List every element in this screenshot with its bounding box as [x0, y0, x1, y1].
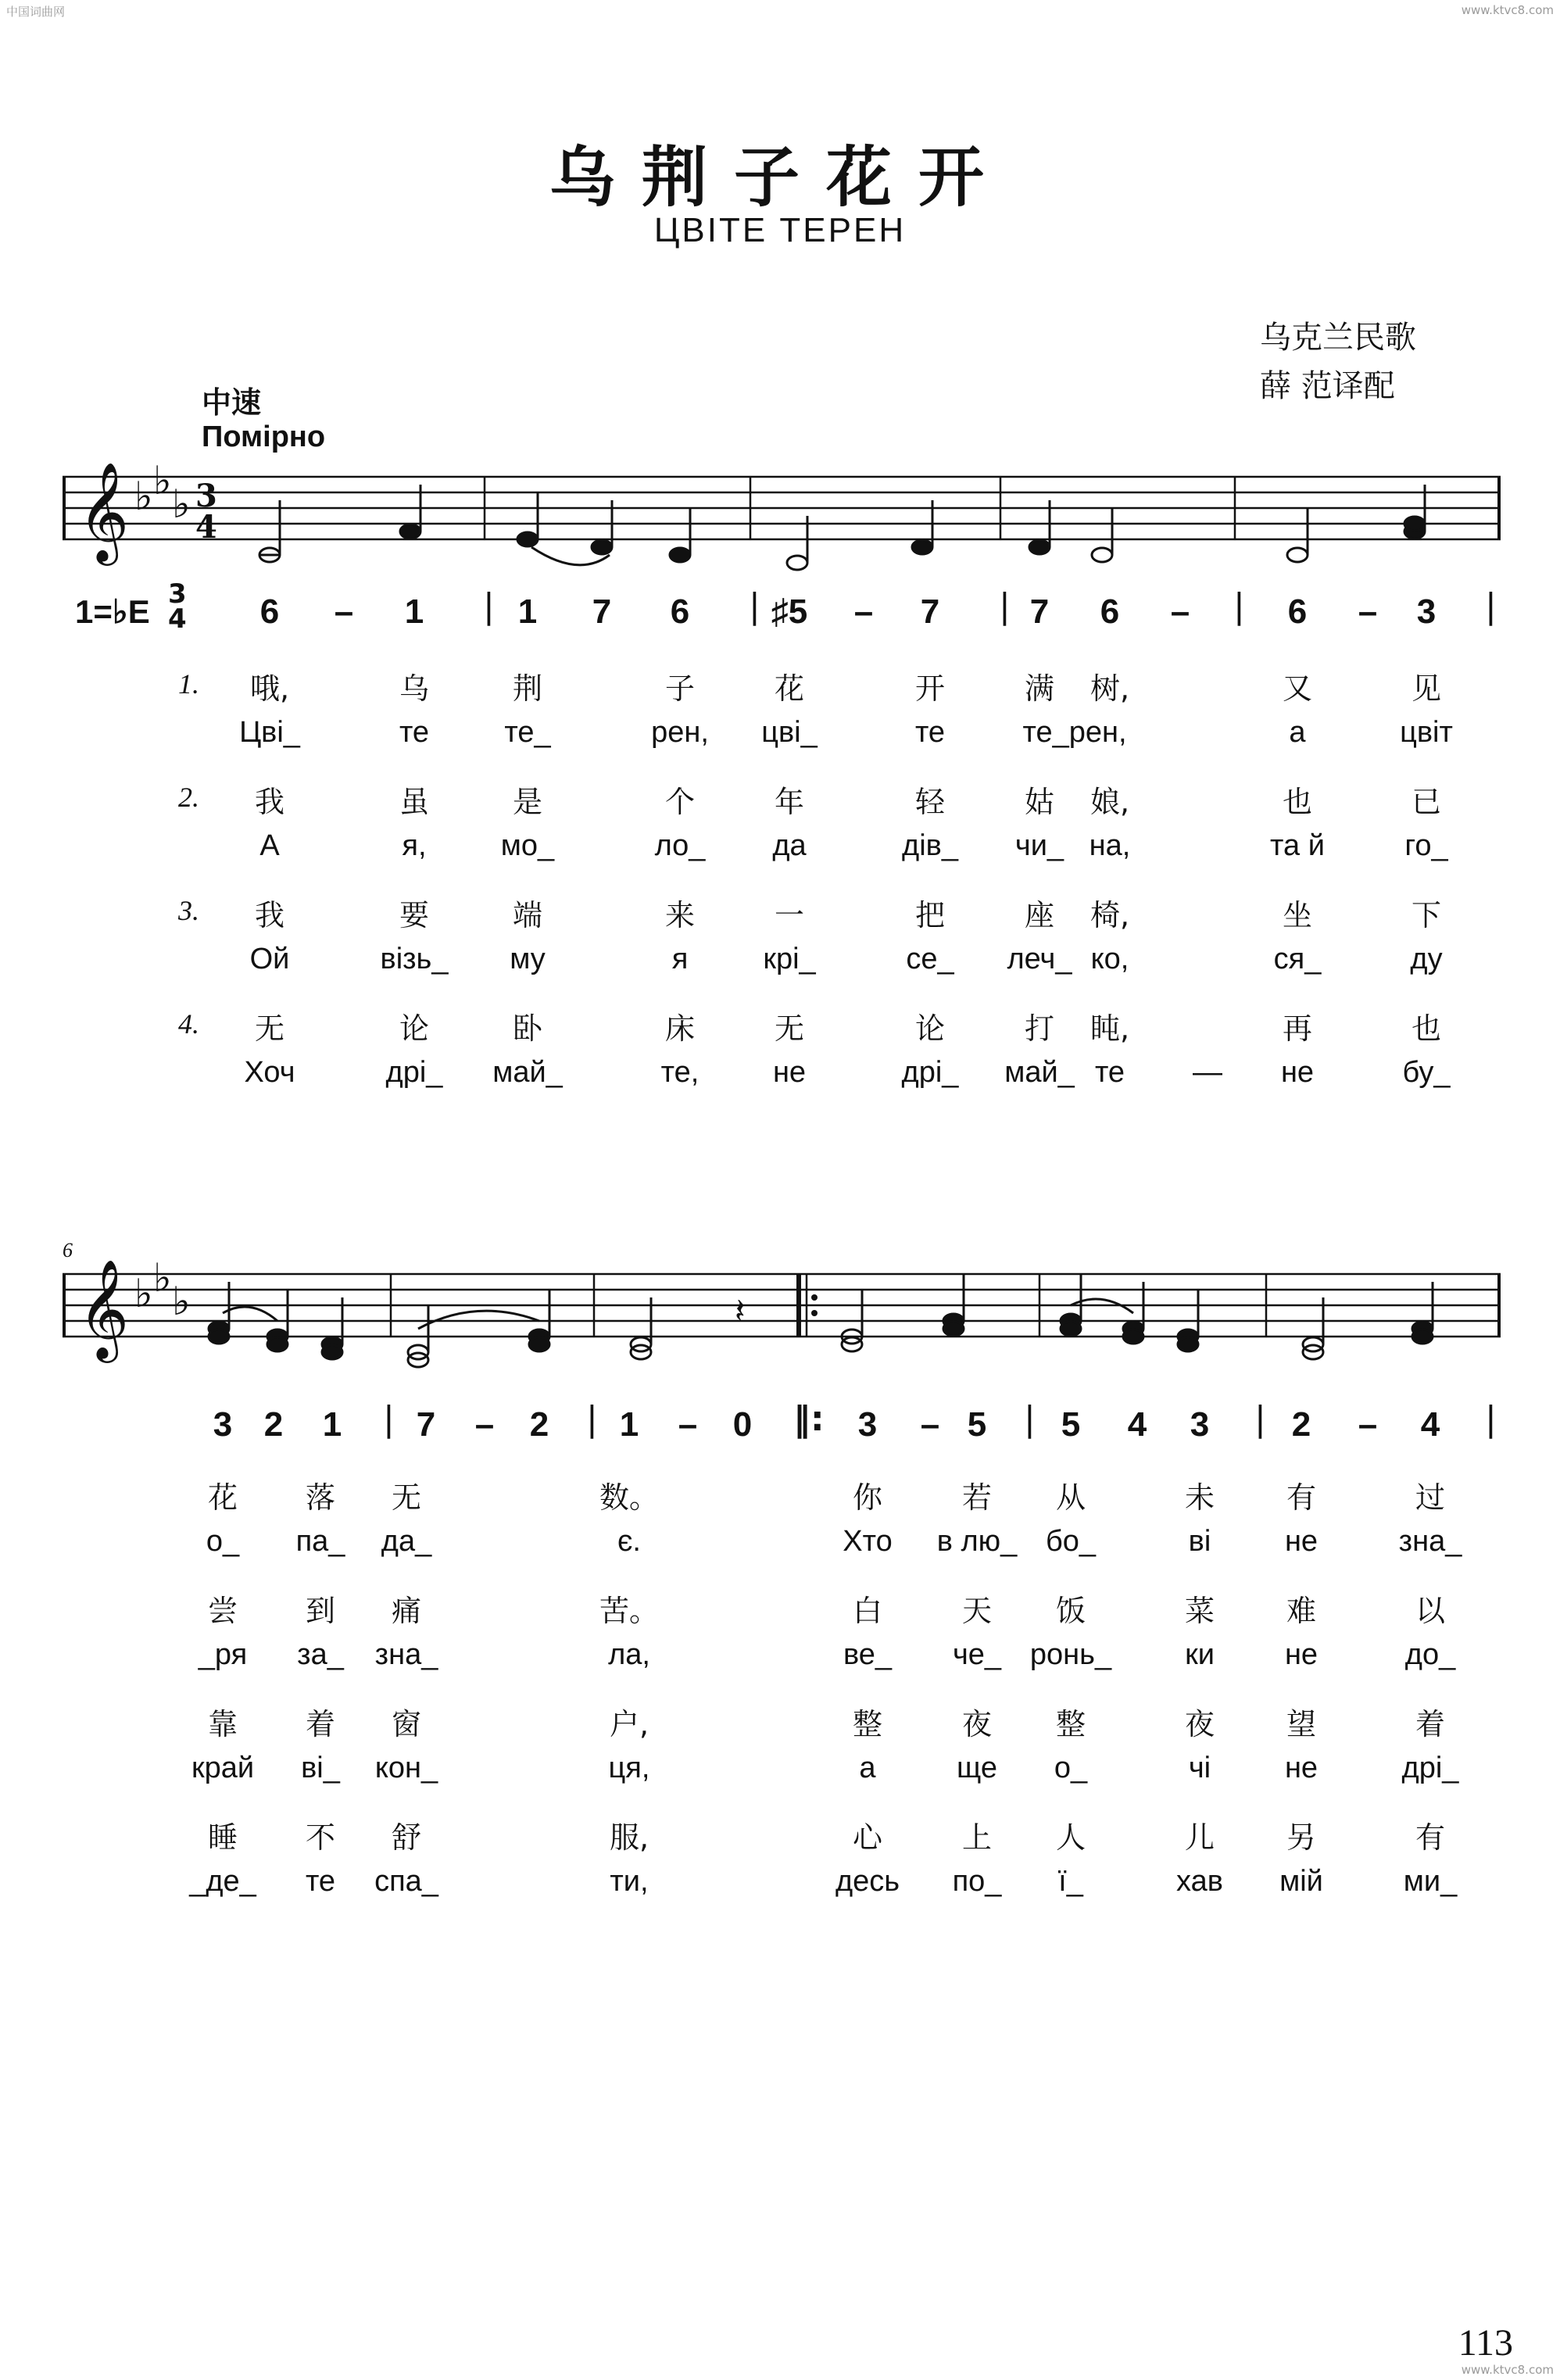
lyric-cn: 你 — [852, 1480, 882, 1515]
num: 4 — [1420, 1405, 1440, 1444]
lyric-ua: леч_ — [1007, 943, 1072, 975]
tempo-cn: 中速 — [202, 385, 262, 420]
lyric-ua: ї_ — [1058, 1865, 1083, 1898]
lyric-ua: мо_ — [500, 829, 555, 862]
num: – — [334, 592, 354, 631]
num: 6 — [1100, 592, 1120, 631]
lyric-ua: за_ — [297, 1638, 344, 1671]
svg-text:♭: ♭ — [172, 1279, 191, 1324]
num: 3 — [857, 1405, 878, 1444]
svg-text:♭: ♭ — [134, 474, 153, 519]
lyric-ua: край — [191, 1752, 255, 1784]
lyric-ua: не — [1284, 1638, 1318, 1671]
lyric-cn: 座 — [1024, 898, 1054, 932]
lyric-cn: 我 — [254, 898, 284, 932]
lyric-ua: А — [259, 829, 280, 862]
num: – — [1358, 1405, 1378, 1444]
lyric-cn: 天 — [961, 1594, 992, 1628]
staff-line-2 — [63, 1251, 1501, 1383]
num: – — [1170, 592, 1190, 631]
barline: | — [586, 1399, 598, 1439]
num: – — [474, 1405, 495, 1444]
lyric-ua: не — [1284, 1752, 1318, 1784]
lyric-cn: 痛 — [391, 1594, 421, 1628]
lyric-ua: бо_ — [1045, 1525, 1097, 1558]
lyric-cn: 下 — [1411, 898, 1441, 932]
rest-icon: 𝄽 — [735, 1291, 746, 1331]
lyric-ua: дрі_ — [1401, 1752, 1459, 1784]
barline: | — [1233, 586, 1245, 626]
lyric-cn: 无 — [774, 1011, 804, 1046]
num: 2 — [1291, 1405, 1311, 1444]
lyric-cn: 靠 — [207, 1707, 238, 1741]
lyric-ua: ся_ — [1273, 943, 1322, 975]
lyric-cn: 卧 — [512, 1011, 542, 1046]
lyric-ua: май_ — [492, 1056, 563, 1089]
verse-number: 4. — [178, 1008, 199, 1040]
barline: | — [1024, 1399, 1036, 1439]
lyric-cn: 服, — [609, 1820, 649, 1855]
lyric-ua: а — [1289, 716, 1306, 749]
treble-clef-icon: 𝄞 — [78, 461, 130, 561]
lyric-ua: ки — [1185, 1638, 1215, 1671]
lyric-ua: в лю_ — [936, 1525, 1018, 1558]
time-bottom: 4 — [168, 603, 187, 635]
watermark-bottom-right: www.ktvc8.com — [1461, 2363, 1554, 2377]
lyric-cn: 望 — [1286, 1707, 1316, 1741]
lyric-ua: рен, — [651, 716, 709, 749]
lyric-ua: го_ — [1404, 829, 1448, 862]
num: 7 — [920, 592, 940, 631]
lyric-cn: 儿 — [1184, 1820, 1215, 1855]
lyric-cn: 年 — [774, 785, 804, 819]
lyric-cn: 子 — [664, 671, 695, 706]
num: 0 — [732, 1405, 753, 1444]
lyric-ua: Цві_ — [239, 716, 300, 749]
lyric-ua: — — [1193, 1056, 1222, 1089]
lyric-cn: 窗 — [391, 1707, 421, 1741]
key-signature — [75, 592, 150, 631]
num: 5 — [967, 1405, 987, 1444]
lyric-ua: зна_ — [374, 1638, 438, 1671]
lyric-cn: 舒 — [391, 1820, 421, 1855]
lyric-cn: 不 — [305, 1820, 335, 1855]
lyric-cn: 又 — [1282, 671, 1312, 706]
lyric-ua: чі — [1188, 1752, 1211, 1784]
lyric-cn: 虽 — [399, 785, 429, 819]
lyric-ua: те — [1094, 1056, 1125, 1089]
lyric-cn: 要 — [399, 898, 429, 932]
lyric-cn: 无 — [391, 1480, 421, 1515]
lyric-ua: дрі_ — [901, 1056, 959, 1089]
lyric-ua: да_ — [381, 1525, 432, 1558]
page-title: 乌荆子花开 — [549, 138, 1011, 216]
barline: | — [1485, 586, 1497, 626]
num: 5 — [1061, 1405, 1081, 1444]
lyric-ua: Хто — [843, 1525, 893, 1558]
lyric-ua: крі_ — [763, 943, 816, 975]
repeat-barline: ‖: — [793, 1399, 825, 1439]
lyric-cn: 数。 — [599, 1480, 659, 1515]
lyric-cn: 娘, — [1089, 785, 1130, 819]
num: – — [853, 592, 874, 631]
lyric-cn: 开 — [914, 671, 945, 706]
lyric-cn: 整 — [1055, 1707, 1086, 1741]
num: 1 — [322, 1405, 342, 1444]
translator-credit: 薛 范译配 — [1260, 368, 1395, 404]
lyric-cn: 也 — [1411, 1011, 1441, 1046]
lyric-cn: 见 — [1411, 671, 1441, 706]
num: 3 — [1416, 592, 1437, 631]
lyric-cn: 苦。 — [599, 1594, 659, 1628]
lyric-ua: _ря — [198, 1638, 248, 1671]
lyric-ua: до_ — [1404, 1638, 1456, 1671]
origin-credit: 乌克兰民歌 — [1260, 320, 1416, 356]
svg-text:♭: ♭ — [153, 1255, 172, 1301]
num: 6 — [259, 592, 280, 631]
lyric-ua: се_ — [906, 943, 954, 975]
lyric-ua: о_ — [206, 1525, 240, 1558]
num: 7 — [416, 1405, 436, 1444]
lyric-cn: 荆 — [512, 671, 542, 706]
lyric-ua: те — [305, 1865, 336, 1898]
lyric-ua: не — [772, 1056, 807, 1089]
lyric-cn: 床 — [664, 1011, 695, 1046]
lyric-cn: 椅, — [1089, 898, 1130, 932]
num: 6 — [670, 592, 690, 631]
lyric-cn: 白 — [852, 1594, 882, 1628]
watermark-top-left: 中国词曲网 — [6, 5, 66, 19]
staff-line-1 — [63, 453, 1501, 586]
lyric-ua: цві_ — [761, 716, 818, 749]
num: 7 — [1029, 592, 1050, 631]
lyric-cn: 人 — [1055, 1820, 1086, 1855]
lyric-ua: а — [859, 1752, 876, 1784]
lyric-cn: 花 — [774, 671, 804, 706]
lyric-ua: є. — [617, 1525, 641, 1558]
treble-clef-icon: 𝄞 — [78, 1258, 130, 1358]
lyric-cn: 上 — [961, 1820, 992, 1855]
lyric-ua: ві_ — [301, 1752, 340, 1784]
lyric-ua: бу_ — [1402, 1056, 1451, 1089]
lyric-ua: май_ — [1004, 1056, 1075, 1089]
lyric-ua: візь_ — [380, 943, 449, 975]
lyric-cn: 有 — [1415, 1820, 1445, 1855]
lyric-cn: 是 — [512, 785, 542, 819]
lyric-cn: 另 — [1286, 1820, 1316, 1855]
lyric-cn: 论 — [914, 1011, 945, 1046]
lyric-cn: 无 — [254, 1011, 284, 1046]
verse-number: 1. — [178, 668, 199, 700]
lyric-ua: му — [510, 943, 546, 975]
lyric-cn: 个 — [664, 785, 695, 819]
svg-text:♭: ♭ — [172, 481, 191, 527]
num: 2 — [263, 1405, 284, 1444]
lyric-cn: 若 — [961, 1480, 992, 1515]
barline: | — [749, 586, 760, 626]
lyric-ua: _де_ — [189, 1865, 256, 1898]
lyric-cn: 着 — [1415, 1707, 1445, 1741]
svg-text:♭: ♭ — [134, 1271, 153, 1316]
time-signature — [168, 578, 187, 635]
lyric-cn: 把 — [914, 898, 945, 932]
lyric-cn: 菜 — [1184, 1594, 1215, 1628]
num: 1 — [404, 592, 424, 631]
num: 1 — [619, 1405, 639, 1444]
measure-number: 6 — [63, 1239, 73, 1262]
page-number: 113 — [1458, 2322, 1513, 2364]
watermark-top-right: www.ktvc8.com — [1461, 3, 1554, 17]
lyric-ua: те — [399, 716, 430, 749]
lyric-cn: 从 — [1055, 1480, 1086, 1515]
num: – — [1358, 592, 1378, 631]
lyric-cn: 满 — [1024, 671, 1054, 706]
lyric-ua: по_ — [952, 1865, 1002, 1898]
lyric-ua: дів_ — [902, 829, 958, 862]
lyric-ua: дрі_ — [385, 1056, 443, 1089]
lyric-cn: 花 — [207, 1480, 238, 1515]
lyric-ua: ти, — [610, 1865, 649, 1898]
lyric-ua: да — [772, 829, 807, 862]
num: – — [920, 1405, 940, 1444]
lyric-ua: о_ — [1054, 1752, 1088, 1784]
lyric-cn: 再 — [1282, 1011, 1312, 1046]
lyric-cn: 心 — [852, 1820, 882, 1855]
lyric-ua: ко, — [1090, 943, 1129, 975]
barline: | — [383, 1399, 395, 1439]
lyric-ua: те_рен, — [1022, 716, 1127, 749]
lyric-cn: 论 — [399, 1011, 429, 1046]
barline: | — [483, 586, 495, 626]
lyric-cn: 难 — [1286, 1594, 1316, 1628]
lyric-cn: 端 — [512, 898, 542, 932]
lyric-ua: че_ — [952, 1638, 1002, 1671]
svg-text:3: 3 — [195, 478, 217, 514]
barline: | — [1254, 1399, 1266, 1439]
lyric-cn: 户, — [609, 1707, 649, 1741]
num: 3 — [213, 1405, 233, 1444]
verse-number: 3. — [178, 895, 199, 926]
verse-number: 2. — [178, 782, 199, 813]
lyric-cn: 已 — [1411, 785, 1441, 819]
num: 2 — [529, 1405, 549, 1444]
lyric-cn: 尝 — [207, 1594, 238, 1628]
lyric-cn: 到 — [305, 1594, 335, 1628]
lyric-cn: 夜 — [1184, 1707, 1215, 1741]
lyric-ua: десь — [835, 1865, 900, 1898]
lyric-ua: та й — [1270, 829, 1325, 862]
svg-text:♭: ♭ — [153, 458, 172, 503]
num: – — [678, 1405, 698, 1444]
lyric-cn: 以 — [1415, 1594, 1445, 1628]
lyric-ua: я — [671, 943, 689, 975]
lyric-ua: па_ — [295, 1525, 345, 1558]
lyric-ua: чи_ — [1014, 829, 1064, 862]
barline: | — [1485, 1399, 1497, 1439]
lyric-ua: кон_ — [374, 1752, 438, 1784]
lyric-cn: 哦, — [249, 671, 290, 706]
lyric-ua: те_ — [504, 716, 551, 749]
lyric-ua: спа_ — [374, 1865, 438, 1898]
lyric-ua: ло_ — [654, 829, 706, 862]
lyric-ua: цвіт — [1400, 716, 1453, 749]
lyric-cn: 一 — [774, 898, 804, 932]
num: 4 — [1127, 1405, 1147, 1444]
lyric-ua: не — [1280, 1056, 1315, 1089]
lyric-ua: ве_ — [843, 1638, 893, 1671]
lyric-ua: те, — [660, 1056, 699, 1089]
lyric-ua: ця, — [608, 1752, 650, 1784]
lyric-cn: 也 — [1282, 785, 1312, 819]
lyric-cn: 我 — [254, 785, 284, 819]
lyric-cn: 睡 — [207, 1820, 238, 1855]
lyric-cn: 打 — [1024, 1011, 1054, 1046]
lyric-cn: 未 — [1184, 1480, 1215, 1515]
key-label: 1=♭E — [75, 593, 150, 630]
lyric-cn: 盹, — [1089, 1011, 1130, 1046]
lyric-cn: 过 — [1415, 1480, 1445, 1515]
lyric-cn: 整 — [852, 1707, 882, 1741]
lyric-ua: ще — [957, 1752, 997, 1784]
svg-text:4: 4 — [195, 509, 217, 546]
lyric-cn: 轻 — [914, 785, 945, 819]
time-top: 3 — [168, 578, 187, 610]
lyric-cn: 姑 — [1024, 785, 1054, 819]
lyric-ua: на, — [1089, 829, 1131, 862]
page-subtitle: ЦВІТЕ ТЕРЕН — [653, 211, 907, 249]
num: 1 — [517, 592, 538, 631]
num: 3 — [1190, 1405, 1210, 1444]
num: 6 — [1287, 592, 1308, 631]
lyric-ua: зна_ — [1398, 1525, 1462, 1558]
lyric-ua: хав — [1176, 1865, 1223, 1898]
lyric-ua: ду — [1410, 943, 1443, 975]
lyric-cn: 来 — [664, 898, 695, 932]
lyric-cn: 落 — [305, 1480, 335, 1515]
lyric-ua: я, — [402, 829, 427, 862]
num: ♯5 — [771, 592, 808, 631]
lyric-cn: 饭 — [1055, 1594, 1086, 1628]
num: 7 — [592, 592, 612, 631]
lyric-cn: 夜 — [961, 1707, 992, 1741]
lyric-cn: 乌 — [399, 671, 429, 706]
lyric-ua: ми_ — [1403, 1865, 1458, 1898]
barline: | — [999, 586, 1011, 626]
lyric-cn: 着 — [305, 1707, 335, 1741]
lyric-ua: ві — [1188, 1525, 1211, 1558]
lyric-cn: 坐 — [1282, 898, 1312, 932]
lyric-cn: 有 — [1286, 1480, 1316, 1515]
lyric-ua: мій — [1279, 1865, 1323, 1898]
lyric-ua: ла, — [608, 1638, 650, 1671]
lyric-ua: Хоч — [244, 1056, 295, 1089]
lyric-ua: Ой — [249, 943, 290, 975]
lyric-ua: ронь_ — [1029, 1638, 1112, 1671]
lyric-cn: 树, — [1089, 671, 1130, 706]
lyric-ua: те — [914, 716, 946, 749]
tempo-ua: Помірно — [202, 421, 326, 453]
lyric-ua: не — [1284, 1525, 1318, 1558]
